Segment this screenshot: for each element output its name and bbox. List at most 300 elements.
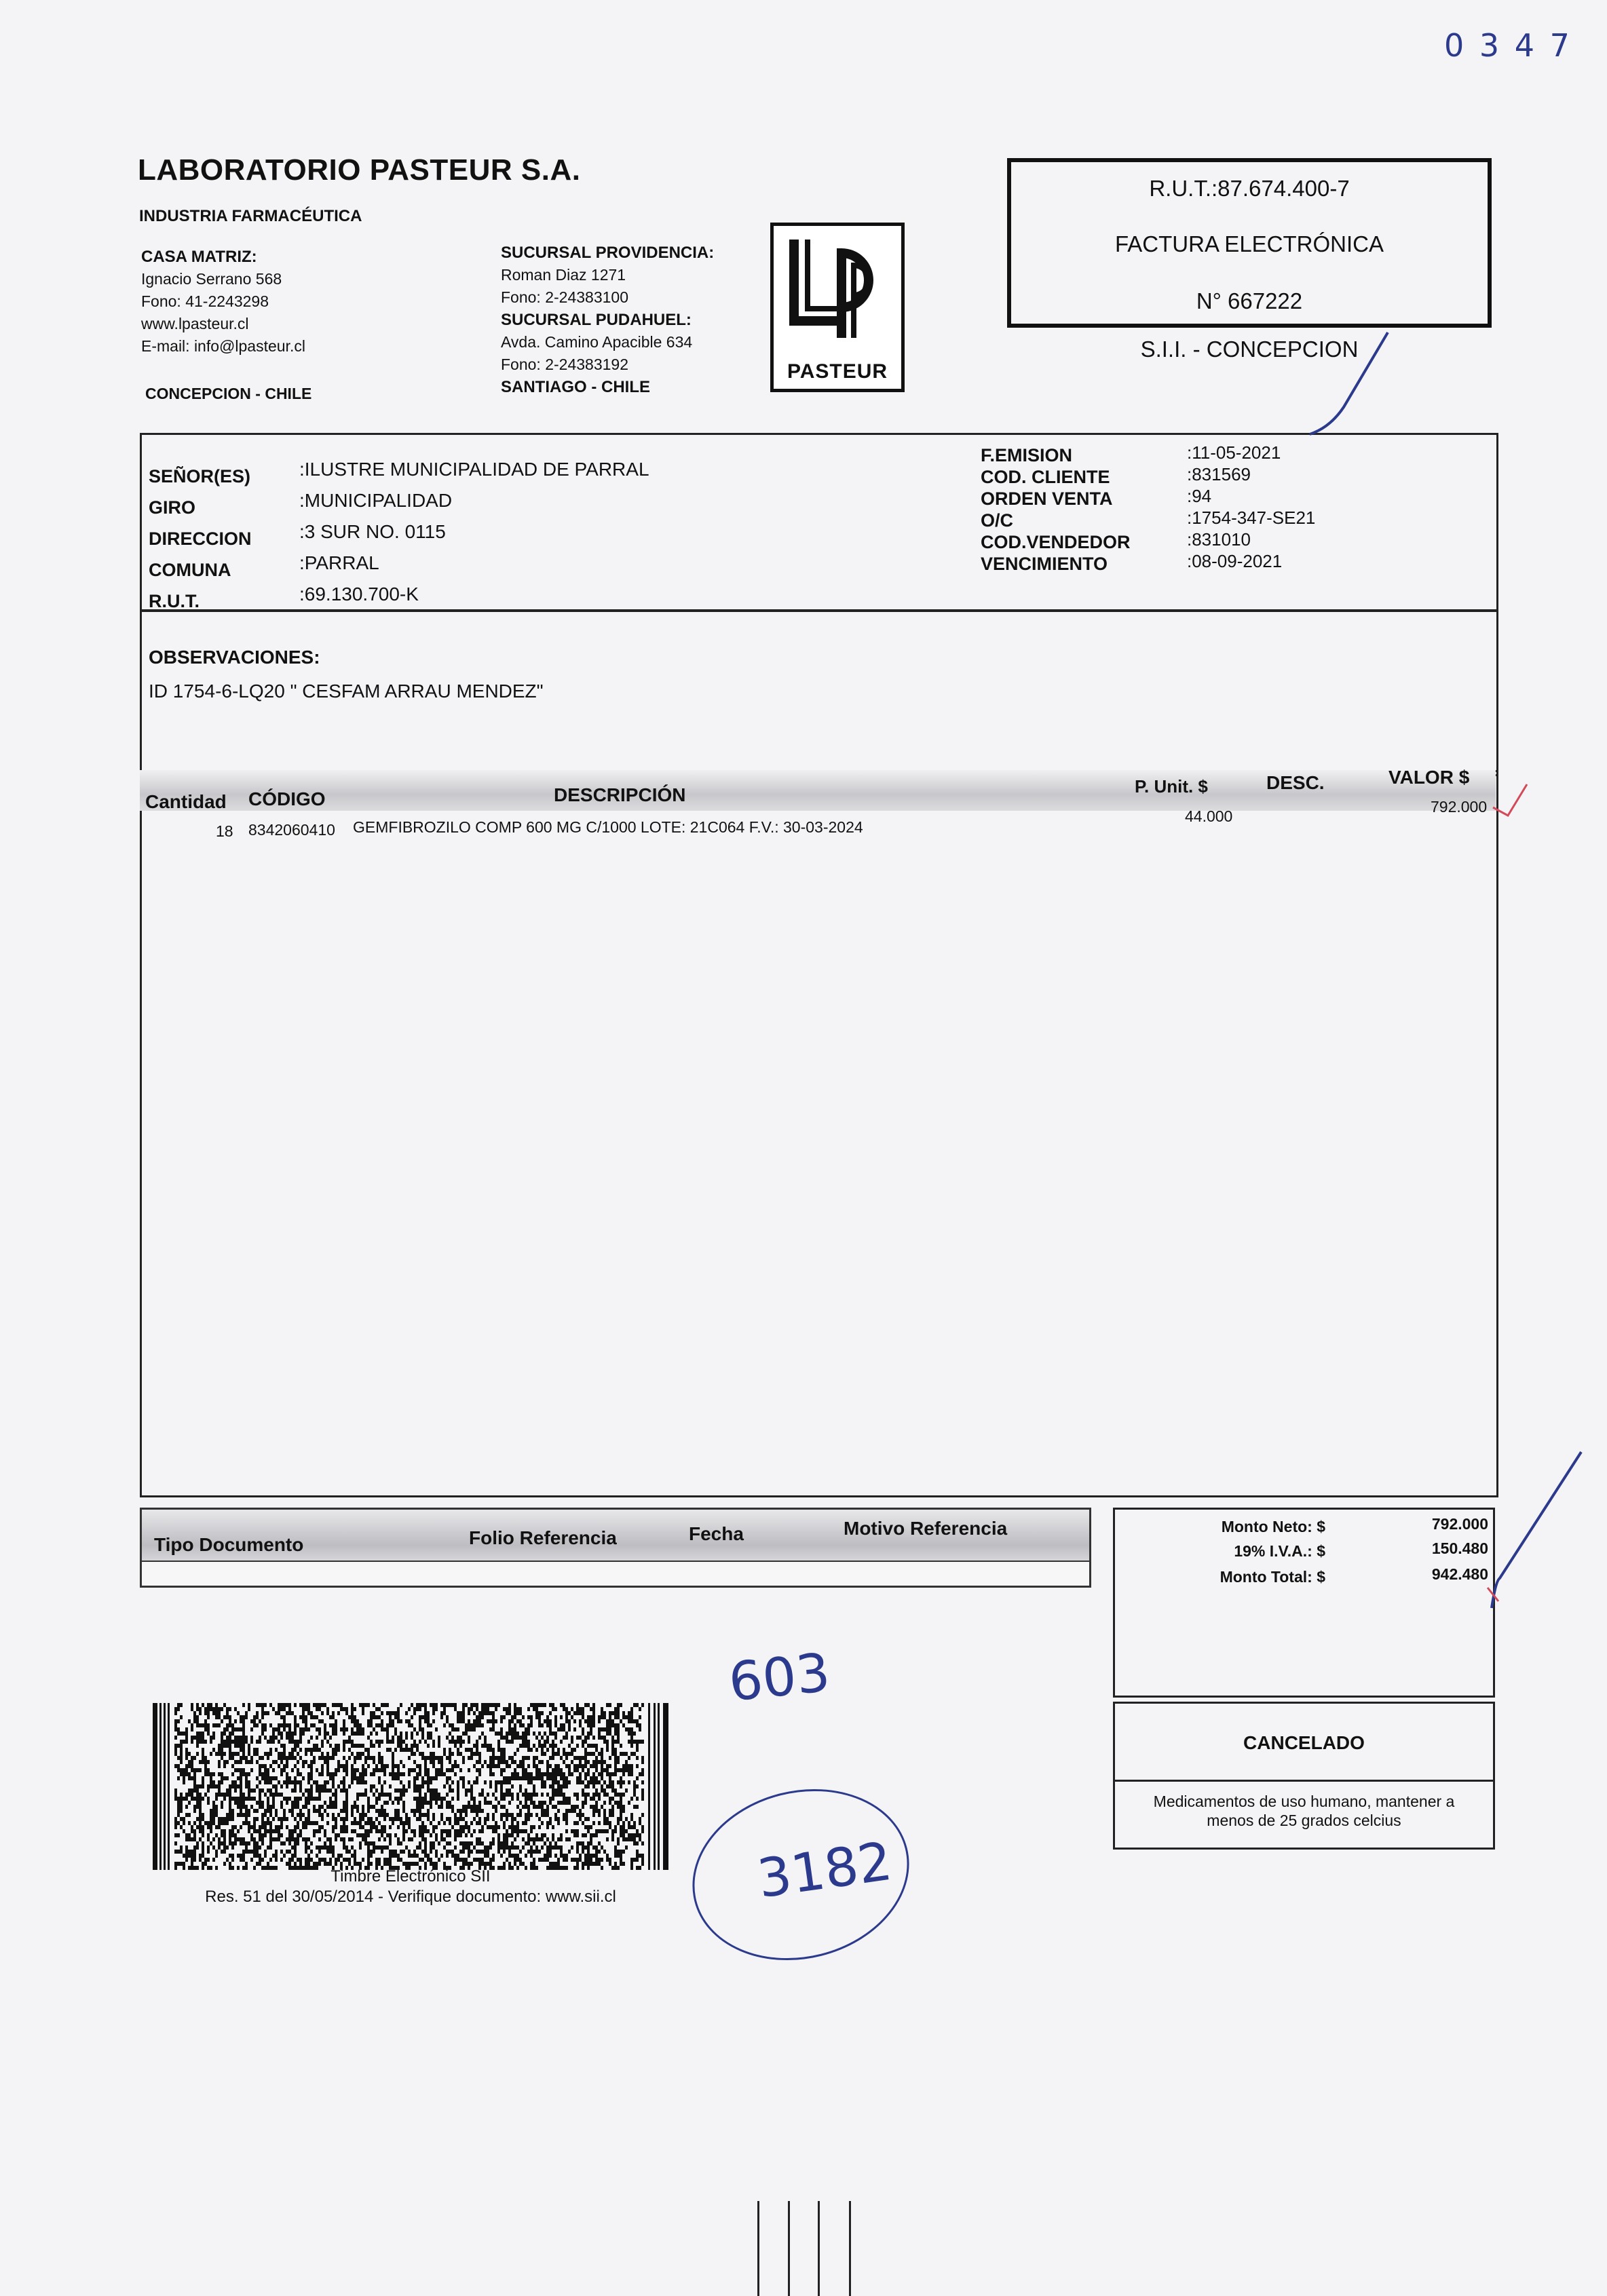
barcode-module <box>348 1858 351 1862</box>
barcode-module <box>367 1752 370 1756</box>
barcode-module <box>351 1731 354 1736</box>
client-label: R.U.T. <box>149 591 200 611</box>
barcode-module <box>221 1736 223 1740</box>
barcode-module <box>573 1821 576 1825</box>
barcode-module <box>299 1817 302 1821</box>
barcode-module <box>234 1837 237 1841</box>
barcode-module <box>611 1752 614 1756</box>
barcode-module <box>231 1809 234 1813</box>
barcode-module <box>628 1719 630 1723</box>
barcode-module <box>538 1850 541 1854</box>
barcode-module <box>286 1703 288 1707</box>
barcode-module <box>359 1703 362 1707</box>
barcode-module <box>503 1780 506 1784</box>
barcode-module <box>389 1841 392 1845</box>
barcode-module <box>506 1833 508 1837</box>
barcode-module <box>514 1829 516 1833</box>
barcode-module <box>364 1837 367 1841</box>
barcode-module <box>283 1841 286 1845</box>
barcode-module <box>544 1841 546 1845</box>
barcode-module <box>468 1805 470 1809</box>
barcode-module <box>500 1780 503 1784</box>
barcode-module <box>508 1854 511 1858</box>
barcode-module <box>511 1829 514 1833</box>
barcode-module <box>544 1740 546 1744</box>
barcode-module <box>297 1837 299 1841</box>
barcode-module <box>256 1850 259 1854</box>
barcode-module <box>223 1862 226 1866</box>
barcode-module <box>294 1719 297 1723</box>
barcode-module <box>269 1764 272 1768</box>
barcode-module <box>560 1845 563 1850</box>
barcode-module <box>335 1801 337 1805</box>
barcode-module <box>280 1833 283 1837</box>
barcode-module <box>601 1715 603 1719</box>
barcode-module <box>544 1813 546 1817</box>
barcode-module <box>234 1797 237 1801</box>
barcode-module <box>343 1805 345 1809</box>
barcode-module <box>503 1768 506 1772</box>
barcode-module <box>571 1752 573 1756</box>
barcode-module <box>609 1772 611 1776</box>
barcode-module <box>329 1841 332 1845</box>
barcode-module <box>590 1805 592 1809</box>
barcode-module <box>240 1776 242 1780</box>
barcode-module <box>454 1829 457 1833</box>
barcode-module <box>424 1862 427 1866</box>
barcode-module <box>587 1829 590 1833</box>
barcode-module <box>568 1797 571 1801</box>
barcode-module <box>432 1813 435 1817</box>
barcode-module <box>579 1780 582 1784</box>
barcode-module <box>641 1862 644 1866</box>
barcode-module <box>405 1821 408 1825</box>
barcode-module <box>481 1809 484 1813</box>
barcode-module <box>454 1703 457 1707</box>
barcode-module <box>492 1805 495 1809</box>
barcode-module <box>316 1809 318 1813</box>
barcode-module <box>449 1756 451 1760</box>
barcode-module <box>400 1703 402 1707</box>
barcode-module <box>370 1821 373 1825</box>
barcode-module <box>443 1703 446 1707</box>
barcode-module <box>229 1829 231 1833</box>
barcode-module <box>421 1776 424 1780</box>
barcode-module <box>584 1845 587 1850</box>
barcode-module <box>421 1858 424 1862</box>
barcode-module <box>351 1837 354 1841</box>
barcode-module <box>234 1825 237 1829</box>
barcode-module <box>492 1858 495 1862</box>
barcode-module <box>554 1772 557 1776</box>
barcode-module <box>193 1837 196 1841</box>
barcode-module <box>590 1723 592 1727</box>
barcode-module <box>408 1825 411 1829</box>
barcode-module <box>299 1740 302 1744</box>
barcode-module <box>446 1793 449 1797</box>
barcode-module <box>489 1858 492 1862</box>
barcode-module <box>259 1797 261 1801</box>
barcode-module <box>229 1715 231 1719</box>
barcode-module <box>343 1845 345 1850</box>
barcode-module <box>413 1752 416 1756</box>
barcode-module <box>191 1768 193 1772</box>
barcode-module <box>370 1719 373 1723</box>
barcode-module <box>603 1829 606 1833</box>
barcode-module <box>316 1821 318 1825</box>
barcode-module <box>275 1776 278 1780</box>
barcode-module <box>370 1772 373 1776</box>
barcode-module <box>625 1764 628 1768</box>
barcode-module <box>283 1764 286 1768</box>
barcode-module <box>400 1780 402 1784</box>
barcode-module <box>530 1845 533 1850</box>
barcode-module <box>381 1768 383 1772</box>
barcode-module <box>218 1711 221 1715</box>
barcode-module <box>582 1715 584 1719</box>
barcode-module <box>362 1837 364 1841</box>
barcode-module <box>378 1793 381 1797</box>
barcode-module <box>544 1772 546 1776</box>
barcode-module <box>424 1813 427 1817</box>
barcode-module <box>343 1723 345 1727</box>
barcode-module <box>191 1788 193 1793</box>
ref-tipo: Tipo Documento <box>154 1534 304 1555</box>
barcode-module <box>421 1850 424 1854</box>
barcode-module <box>174 1817 177 1821</box>
barcode-module <box>541 1748 544 1752</box>
barcode-module <box>299 1736 302 1740</box>
barcode-module <box>473 1711 476 1715</box>
barcode-module <box>427 1788 430 1793</box>
barcode-module <box>386 1813 389 1817</box>
barcode-module <box>191 1837 193 1841</box>
barcode-module <box>218 1715 221 1719</box>
barcode-module <box>305 1719 307 1723</box>
barcode-module <box>354 1772 356 1776</box>
barcode-module <box>590 1854 592 1858</box>
barcode-module <box>492 1817 495 1821</box>
barcode-module <box>405 1744 408 1748</box>
barcode-module <box>628 1768 630 1772</box>
barcode-module <box>549 1776 552 1780</box>
barcode-module <box>278 1727 280 1731</box>
barcode-module <box>625 1788 628 1793</box>
barcode-module <box>549 1731 552 1736</box>
barcode-module <box>630 1772 633 1776</box>
barcode-module <box>248 1772 250 1776</box>
barcode-module <box>587 1760 590 1764</box>
barcode-module <box>313 1780 316 1784</box>
barcode-module <box>316 1797 318 1801</box>
barcode-module <box>297 1723 299 1727</box>
barcode-module <box>538 1772 541 1776</box>
barcode-module <box>614 1862 617 1866</box>
barcode-module <box>557 1837 560 1841</box>
barcode-module <box>478 1793 481 1797</box>
barcode-module <box>316 1768 318 1772</box>
barcode-module <box>343 1776 345 1780</box>
barcode-module <box>639 1772 641 1776</box>
barcode-module <box>516 1813 519 1817</box>
barcode-module <box>242 1850 245 1854</box>
barcode-module <box>606 1793 609 1797</box>
barcode-module <box>560 1788 563 1793</box>
barcode-module <box>204 1711 207 1715</box>
barcode-module <box>373 1760 375 1764</box>
barcode-module <box>367 1833 370 1837</box>
barcode-module <box>351 1703 354 1707</box>
barcode-module <box>500 1817 503 1821</box>
barcode-module <box>191 1703 193 1707</box>
casa-matriz-line: www.lpasteur.cl <box>141 315 249 332</box>
barcode-module <box>511 1841 514 1845</box>
barcode-module <box>614 1801 617 1805</box>
barcode-module <box>462 1756 465 1760</box>
barcode-module <box>310 1841 313 1845</box>
barcode-module <box>381 1727 383 1731</box>
barcode-module <box>356 1723 359 1727</box>
barcode-module <box>193 1711 196 1715</box>
barcode-module <box>506 1845 508 1850</box>
barcode-module <box>590 1780 592 1784</box>
barcode-module <box>606 1740 609 1744</box>
barcode-module <box>587 1736 590 1740</box>
barcode-module <box>484 1797 487 1801</box>
barcode-module <box>476 1740 478 1744</box>
barcode-module <box>362 1703 364 1707</box>
barcode-module <box>514 1703 516 1707</box>
barcode-module <box>326 1845 329 1850</box>
barcode-module <box>535 1772 538 1776</box>
barcode-module <box>180 1862 183 1866</box>
barcode-module <box>351 1744 354 1748</box>
barcode-module <box>519 1858 522 1862</box>
barcode-module <box>386 1727 389 1731</box>
barcode-module <box>332 1776 335 1780</box>
barcode-module <box>601 1711 603 1715</box>
barcode-module <box>237 1776 240 1780</box>
barcode-module <box>321 1768 324 1772</box>
barcode-module <box>495 1731 497 1736</box>
barcode-module <box>514 1825 516 1829</box>
barcode-module <box>375 1845 378 1850</box>
barcode-module <box>484 1854 487 1858</box>
barcode-module <box>378 1752 381 1756</box>
barcode-module <box>590 1715 592 1719</box>
barcode-module <box>419 1764 421 1768</box>
barcode-module <box>210 1813 212 1817</box>
barcode-module <box>332 1711 335 1715</box>
barcode-module <box>310 1858 313 1862</box>
barcode-module <box>598 1760 601 1764</box>
barcode-module <box>269 1837 272 1841</box>
issuer-city: CONCEPCION - CHILE <box>145 385 312 402</box>
barcode-module <box>606 1784 609 1788</box>
barcode-module <box>549 1841 552 1845</box>
barcode-module <box>356 1752 359 1756</box>
barcode-module <box>299 1780 302 1784</box>
barcode-module <box>430 1858 432 1862</box>
barcode-module <box>329 1744 332 1748</box>
barcode-module <box>392 1711 394 1715</box>
barcode-module <box>611 1813 614 1817</box>
barcode-module <box>310 1711 313 1715</box>
barcode-module <box>223 1833 226 1837</box>
barcode-module <box>617 1837 620 1841</box>
barcode-module <box>215 1825 218 1829</box>
barcode-module <box>446 1703 449 1707</box>
barcode-module <box>473 1805 476 1809</box>
barcode-module <box>367 1719 370 1723</box>
barcode-module <box>557 1768 560 1772</box>
barcode-module <box>174 1793 177 1797</box>
barcode-module <box>275 1760 278 1764</box>
barcode-module <box>370 1862 373 1866</box>
barcode-module <box>413 1744 416 1748</box>
barcode-module <box>468 1841 470 1845</box>
barcode-module <box>337 1764 340 1768</box>
barcode-module <box>416 1788 419 1793</box>
barcode-module <box>177 1862 180 1866</box>
barcode-module <box>506 1829 508 1833</box>
barcode-module <box>438 1805 440 1809</box>
barcode-module <box>614 1764 617 1768</box>
barcode-module <box>462 1719 465 1723</box>
pudahuel-line: Fono: 2-24383192 <box>501 356 628 373</box>
barcode-module <box>478 1837 481 1841</box>
barcode-module <box>427 1780 430 1784</box>
barcode-module <box>259 1837 261 1841</box>
barcode-module <box>579 1858 582 1862</box>
barcode-module <box>253 1845 256 1850</box>
barcode-module <box>565 1829 568 1833</box>
barcode-module <box>283 1817 286 1821</box>
barcode-module <box>191 1736 193 1740</box>
barcode-module <box>378 1809 381 1813</box>
barcode-module <box>199 1854 202 1858</box>
barcode-module <box>427 1736 430 1740</box>
barcode-module <box>419 1752 421 1756</box>
barcode-module <box>261 1731 264 1736</box>
barcode-module <box>476 1858 478 1862</box>
barcode-module <box>291 1805 294 1809</box>
barcode-module <box>587 1793 590 1797</box>
barcode-module <box>280 1805 283 1809</box>
barcode-module <box>221 1829 223 1833</box>
barcode-module <box>508 1833 511 1837</box>
barcode-module <box>261 1723 264 1727</box>
barcode-module <box>207 1821 210 1825</box>
barcode-module <box>373 1727 375 1731</box>
barcode-module <box>546 1740 549 1744</box>
barcode-module <box>229 1731 231 1736</box>
barcode-module <box>514 1772 516 1776</box>
barcode-module <box>503 1715 506 1719</box>
barcode-module <box>411 1748 413 1752</box>
barcode-module <box>552 1776 554 1780</box>
barcode-module <box>538 1715 541 1719</box>
barcode-module <box>329 1805 332 1809</box>
barcode-module <box>180 1731 183 1736</box>
barcode-module <box>519 1801 522 1805</box>
barcode-module <box>188 1764 191 1768</box>
barcode-module <box>587 1780 590 1784</box>
barcode-module <box>620 1719 622 1723</box>
barcode-module <box>579 1776 582 1780</box>
barcode-module <box>343 1756 345 1760</box>
barcode-module <box>310 1784 313 1788</box>
barcode-module <box>503 1825 506 1829</box>
barcode-module <box>207 1788 210 1793</box>
barcode-module <box>508 1845 511 1850</box>
barcode-module <box>419 1719 421 1723</box>
barcode-module <box>364 1788 367 1793</box>
barcode-module <box>484 1850 487 1854</box>
barcode-module <box>221 1719 223 1723</box>
barcode-module <box>196 1752 199 1756</box>
barcode-module <box>335 1797 337 1801</box>
barcode-module <box>424 1719 427 1723</box>
barcode-module <box>354 1756 356 1760</box>
barcode-module <box>313 1715 316 1719</box>
barcode-module <box>617 1854 620 1858</box>
barcode-module <box>546 1723 549 1727</box>
barcode-module <box>202 1813 204 1817</box>
barcode-module <box>590 1862 592 1866</box>
barcode-module <box>576 1711 579 1715</box>
barcode-module <box>592 1711 595 1715</box>
barcode-module <box>231 1780 234 1784</box>
barcode-module <box>242 1731 245 1736</box>
barcode-module <box>541 1821 544 1825</box>
client-box <box>140 433 1498 612</box>
barcode-module <box>598 1821 601 1825</box>
barcode-module <box>560 1740 563 1744</box>
barcode-module <box>544 1780 546 1784</box>
barcode-module <box>489 1727 492 1731</box>
barcode-module <box>503 1793 506 1797</box>
barcode-module <box>318 1797 321 1801</box>
barcode-module <box>256 1841 259 1845</box>
barcode-module <box>400 1760 402 1764</box>
barcode-module <box>622 1715 625 1719</box>
barcode-module <box>511 1797 514 1801</box>
barcode-module <box>250 1768 253 1772</box>
barcode-module <box>516 1829 519 1833</box>
barcode-module <box>234 1841 237 1845</box>
barcode-module <box>459 1813 462 1817</box>
barcode-module <box>223 1829 226 1833</box>
barcode-module <box>188 1833 191 1837</box>
barcode-module <box>641 1772 644 1776</box>
barcode-module <box>286 1801 288 1805</box>
barcode-module <box>592 1813 595 1817</box>
barcode-module <box>519 1813 522 1817</box>
barcode-module <box>229 1817 231 1821</box>
barcode-module <box>579 1809 582 1813</box>
barcode-module <box>253 1752 256 1756</box>
barcode-module <box>421 1731 424 1736</box>
barcode-module <box>280 1793 283 1797</box>
barcode-module <box>560 1854 563 1858</box>
barcode-module <box>430 1752 432 1756</box>
barcode-module <box>579 1723 582 1727</box>
barcode-module <box>386 1833 389 1837</box>
barcode-module <box>221 1748 223 1752</box>
barcode-module <box>362 1833 364 1837</box>
barcode-module <box>541 1711 544 1715</box>
